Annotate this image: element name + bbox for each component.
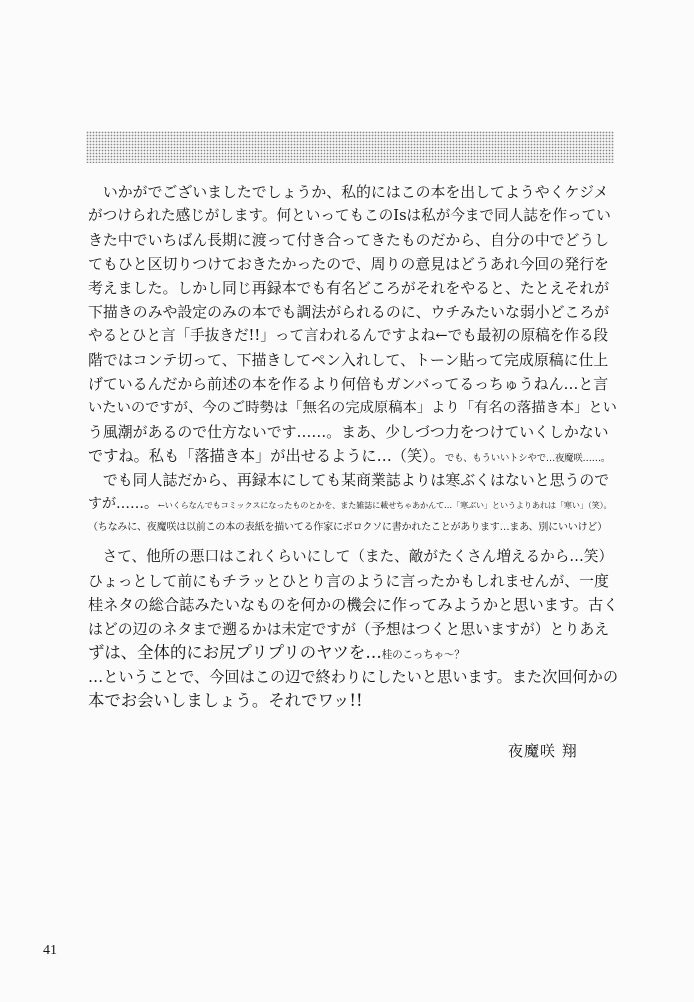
text-line: きた中でいちばん長期に渡って付き合ってきたものだから、自分の中でどうし bbox=[88, 231, 610, 249]
text-line: さて、他所の悪口はこれくらいにして（また、敵がたくさん増えるから…笑） bbox=[88, 548, 614, 565]
halftone-header-band bbox=[86, 131, 614, 163]
aside-note: ←いくらなんでもコミックスになったものとかを、また雑誌に載せちゃあかんて…「寒ぶい」というよりあれは「寒い」（笑）。 bbox=[158, 500, 612, 510]
text-line: はどの辺のネタまで遡るかは未定ですが（予想はつくと思いますが）とりあえ bbox=[88, 620, 610, 638]
text-line-with-aside bbox=[88, 444, 618, 468]
text-line: 本でお会いしましょう。それでワッ!! bbox=[88, 691, 363, 710]
text-line: やるとひと言「手抜きだ!!」って言われるんですよね←でも最初の原稿を作る段 bbox=[88, 327, 609, 344]
text-line: いかがでございましたでしょうか、私的にはこの本を出してようやくケジメ bbox=[88, 183, 609, 201]
line-main-text: ずは、全体的にお尻プリプリのヤツを… bbox=[88, 643, 382, 662]
aside-note: 桂のこっちゃ～？ bbox=[381, 649, 465, 661]
text-line: がつけられた感じがします。何といってもこのIsは私が今まで同人誌を作ってい bbox=[88, 207, 611, 224]
aside-note: でも、もういいトシやで…夜魔咲……。 bbox=[444, 453, 611, 464]
author-signature: 夜魔咲 翔 bbox=[508, 742, 578, 760]
text-line: いたいのですが、今のご時勢は「無名の完成原稿本」より「有名の落描き本」とい bbox=[88, 400, 617, 416]
text-line: でも同人誌だから、再録本にしても某商業誌よりは寒ぶくはないと思うので bbox=[88, 471, 610, 489]
text-line: 考えました。しかし同じ再録本でも有名どころがそれをやると、たとえそれが bbox=[88, 279, 610, 297]
text-line: 階ではコンテ切って、下描きしてペン入れして、トーン貼って完成原稿に仕上 bbox=[88, 351, 609, 369]
text-line-with-aside bbox=[88, 492, 618, 516]
page-number: 41 bbox=[43, 943, 57, 958]
text-line: う風潮があるので仕方ないです……。まあ、少しづつ力をつけていくしかない bbox=[88, 423, 609, 441]
afterword-paragraph-2 bbox=[88, 545, 618, 713]
text-line: げているんだから前述の本を作るより何倍もガンバってるっちゅうねん…と言 bbox=[88, 375, 609, 393]
footnote-line: （ちなみに、夜魔咲は以前この本の表紙を描いてる作家にボロクソに書かれたことがあります…まあ、別にいいけど） bbox=[88, 522, 607, 533]
afterword-paragraph-1 bbox=[88, 180, 618, 539]
line-main-text: ですね。私も「落描き本」が出せるように…（笑）。 bbox=[88, 447, 445, 465]
text-line-with-aside bbox=[88, 641, 618, 665]
text-line: 下描きのみや設定のみの本でも調法がられるのに、ウチみたいな弱小どころが bbox=[88, 303, 610, 321]
line-main-text: すが……。 bbox=[88, 496, 158, 512]
text-line: 桂ネタの総合誌みたいなものを何かの機会に作ってみようかと思います。古く bbox=[88, 596, 619, 614]
text-line: …ということで、今回はこの辺で終わりにしたいと思います。また次回何かの bbox=[88, 668, 619, 686]
text-line: ひょっとして前にもチラッとひとり言のように言ったかもしれませんが、一度 bbox=[88, 572, 609, 590]
text-line: てもひと区切りつけておきたかったので、周りの意見はどうあれ今回の発行を bbox=[88, 255, 609, 273]
